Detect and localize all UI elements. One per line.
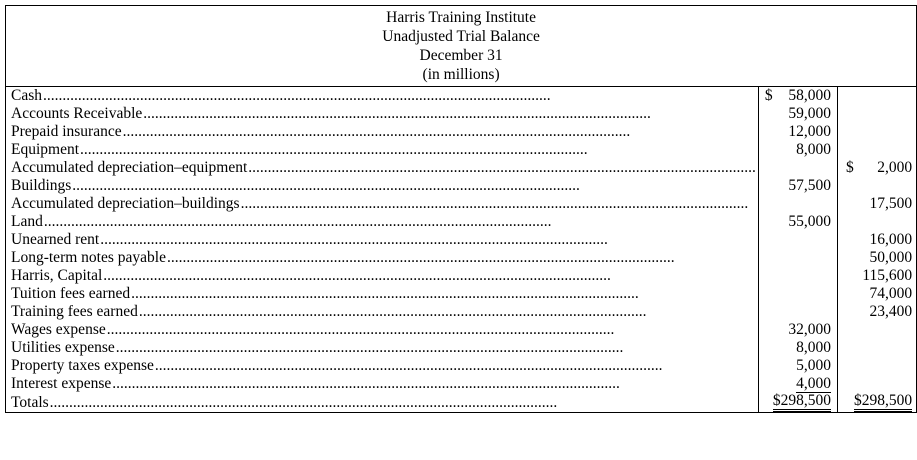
credit-amount: 17,500 — [869, 195, 913, 212]
debit-cell — [758, 231, 837, 249]
credit-cell — [838, 339, 917, 357]
leader-dots — [107, 321, 756, 339]
account-row — [6, 375, 917, 393]
account-row — [6, 213, 917, 231]
account-name-cell — [6, 249, 759, 267]
debit-amount: 5,000 — [796, 357, 832, 374]
credit-currency-sign — [846, 195, 854, 213]
leader-dots — [43, 87, 756, 105]
account-name: Interest expense — [11, 375, 112, 392]
debit-cell — [758, 339, 837, 357]
credit-currency-sign — [846, 285, 854, 303]
account-row — [6, 267, 917, 285]
account-name: Prepaid insurance — [11, 123, 122, 140]
debit-currency-sign — [765, 141, 773, 159]
account-name-cell — [6, 177, 759, 195]
debit-cell — [758, 321, 837, 339]
leader-dots — [155, 357, 756, 375]
credit-cell — [838, 105, 917, 123]
account-row — [6, 141, 917, 159]
debit-currency-sign: $ — [764, 87, 773, 104]
credit-cell — [838, 375, 917, 393]
account-row — [6, 357, 917, 375]
debit-cell — [758, 195, 837, 213]
debit-cell — [758, 249, 837, 267]
credit-currency-sign — [846, 267, 854, 285]
leader-dots — [112, 375, 756, 393]
account-name-cell — [6, 393, 759, 413]
leader-dots — [241, 195, 756, 213]
account-name-cell — [6, 375, 759, 393]
account-name: Accounts Receivable — [11, 105, 143, 122]
debit-amount: 59,000 — [788, 105, 832, 122]
account-name: Long-term notes payable — [11, 249, 166, 266]
leader-dots — [116, 339, 756, 357]
credit-cell — [838, 321, 917, 339]
account-row — [6, 177, 917, 195]
debit-currency-sign — [765, 123, 773, 141]
credit-cell — [838, 249, 917, 267]
credit-currency-sign — [846, 231, 854, 249]
account-row — [6, 195, 917, 213]
report-title: Unadjusted Trial Balance — [6, 27, 917, 46]
account-row — [6, 321, 917, 339]
debit-cell — [758, 141, 837, 159]
leader-dots — [143, 105, 756, 123]
totals-row — [6, 393, 917, 413]
account-row — [6, 87, 917, 106]
credit-amount: 16,000 — [869, 231, 913, 248]
credit-cell — [838, 123, 917, 141]
account-name: Land — [11, 213, 43, 230]
account-name-cell — [6, 267, 759, 285]
debit-cell — [758, 105, 837, 123]
credit-cell — [838, 195, 917, 213]
debit-amount: 57,500 — [788, 177, 832, 194]
account-name-cell — [6, 339, 759, 357]
debit-cell — [758, 213, 837, 231]
debit-cell — [758, 303, 837, 321]
credit-currency-sign — [846, 393, 854, 412]
debit-amount: 8,000 — [796, 141, 832, 158]
account-name: Utilities expense — [11, 339, 115, 356]
account-row — [6, 159, 917, 177]
credit-amount: 115,600 — [862, 267, 913, 284]
account-name: Training fees earned — [11, 303, 138, 320]
totals-label: Totals — [11, 393, 49, 411]
leader-dots — [123, 123, 756, 141]
credit-amount: 74,000 — [869, 285, 913, 302]
credit-cell — [838, 141, 917, 159]
debit-amount: 4,000 — [796, 374, 832, 392]
debit-cell — [758, 159, 837, 177]
account-name-cell — [6, 321, 759, 339]
credit-amount: 23,400 — [869, 303, 913, 320]
debit-currency-sign — [765, 321, 773, 339]
account-name-cell — [6, 123, 759, 141]
debit-currency-sign — [765, 376, 773, 393]
company-name: Harris Training Institute — [6, 6, 917, 28]
account-name: Cash — [11, 87, 42, 104]
debit-currency-sign — [765, 393, 773, 412]
credit-cell — [838, 231, 917, 249]
debit-currency-sign — [765, 213, 773, 231]
account-name: Wages expense — [11, 321, 106, 338]
credit-cell — [838, 393, 917, 413]
debit-cell — [758, 267, 837, 285]
account-name: Unearned rent — [11, 231, 100, 248]
debit-cell — [758, 375, 837, 393]
debit-amount: 12,000 — [788, 123, 832, 140]
account-name: Tuition fees earned — [11, 285, 131, 302]
credit-cell — [838, 177, 917, 195]
account-name-cell — [6, 213, 759, 231]
credit-cell — [838, 303, 917, 321]
report-date: December 31 — [6, 46, 917, 65]
account-row — [6, 339, 917, 357]
debit-cell — [758, 357, 837, 375]
credit-cell — [838, 285, 917, 303]
leader-dots — [248, 159, 756, 177]
credit-currency-sign: $ — [846, 159, 854, 176]
account-name-cell — [6, 105, 759, 123]
debit-currency-sign — [765, 177, 773, 195]
credit-cell — [838, 159, 917, 177]
debit-cell — [758, 123, 837, 141]
account-name-cell — [6, 285, 759, 303]
account-row — [6, 123, 917, 141]
account-name: Harris, Capital — [11, 267, 103, 284]
leader-dots — [80, 141, 756, 159]
debit-amount: 55,000 — [788, 213, 832, 230]
debit-amount: 58,000 — [788, 87, 832, 104]
credit-currency-sign — [846, 249, 854, 267]
leader-dots — [139, 303, 756, 321]
credit-amount: $298,500 — [854, 393, 912, 412]
debit-currency-sign — [765, 357, 773, 375]
account-name-cell — [6, 159, 759, 177]
account-row — [6, 285, 917, 303]
debit-currency-sign — [765, 339, 773, 357]
leader-dots — [50, 394, 756, 412]
credit-amount: 2,000 — [877, 159, 913, 176]
credit-amount: 50,000 — [869, 249, 913, 266]
account-name-cell — [6, 87, 759, 106]
credit-cell — [838, 357, 917, 375]
account-row — [6, 105, 917, 123]
leader-dots — [44, 213, 756, 231]
account-name-cell — [6, 231, 759, 249]
account-name: Accumulated depreciation–buildings — [11, 195, 240, 212]
account-row — [6, 231, 917, 249]
account-name: Property taxes expense — [11, 357, 154, 374]
account-name-cell — [6, 195, 759, 213]
credit-cell — [838, 213, 917, 231]
leader-dots — [72, 177, 756, 195]
debit-amount: 8,000 — [796, 339, 832, 356]
debit-cell — [758, 87, 837, 106]
credit-cell — [838, 267, 917, 285]
debit-amount: 32,000 — [788, 321, 832, 338]
account-name: Accumulated depreciation–equipment — [11, 159, 248, 176]
account-name-cell — [6, 141, 759, 159]
account-row — [6, 303, 917, 321]
credit-cell — [838, 87, 917, 106]
trial-balance-table — [5, 5, 917, 413]
leader-dots — [100, 231, 756, 249]
debit-cell — [758, 285, 837, 303]
account-row — [6, 249, 917, 267]
account-name: Buildings — [11, 177, 72, 194]
debit-amount: $298,500 — [773, 393, 831, 412]
debit-cell — [758, 393, 837, 413]
leader-dots — [103, 267, 756, 285]
account-name-cell — [6, 357, 759, 375]
leader-dots — [167, 249, 756, 267]
credit-currency-sign — [846, 303, 854, 321]
report-units: (in millions) — [6, 65, 917, 87]
debit-currency-sign — [765, 105, 773, 123]
account-name: Equipment — [11, 141, 80, 158]
account-name-cell — [6, 303, 759, 321]
debit-cell — [758, 177, 837, 195]
leader-dots — [131, 285, 756, 303]
